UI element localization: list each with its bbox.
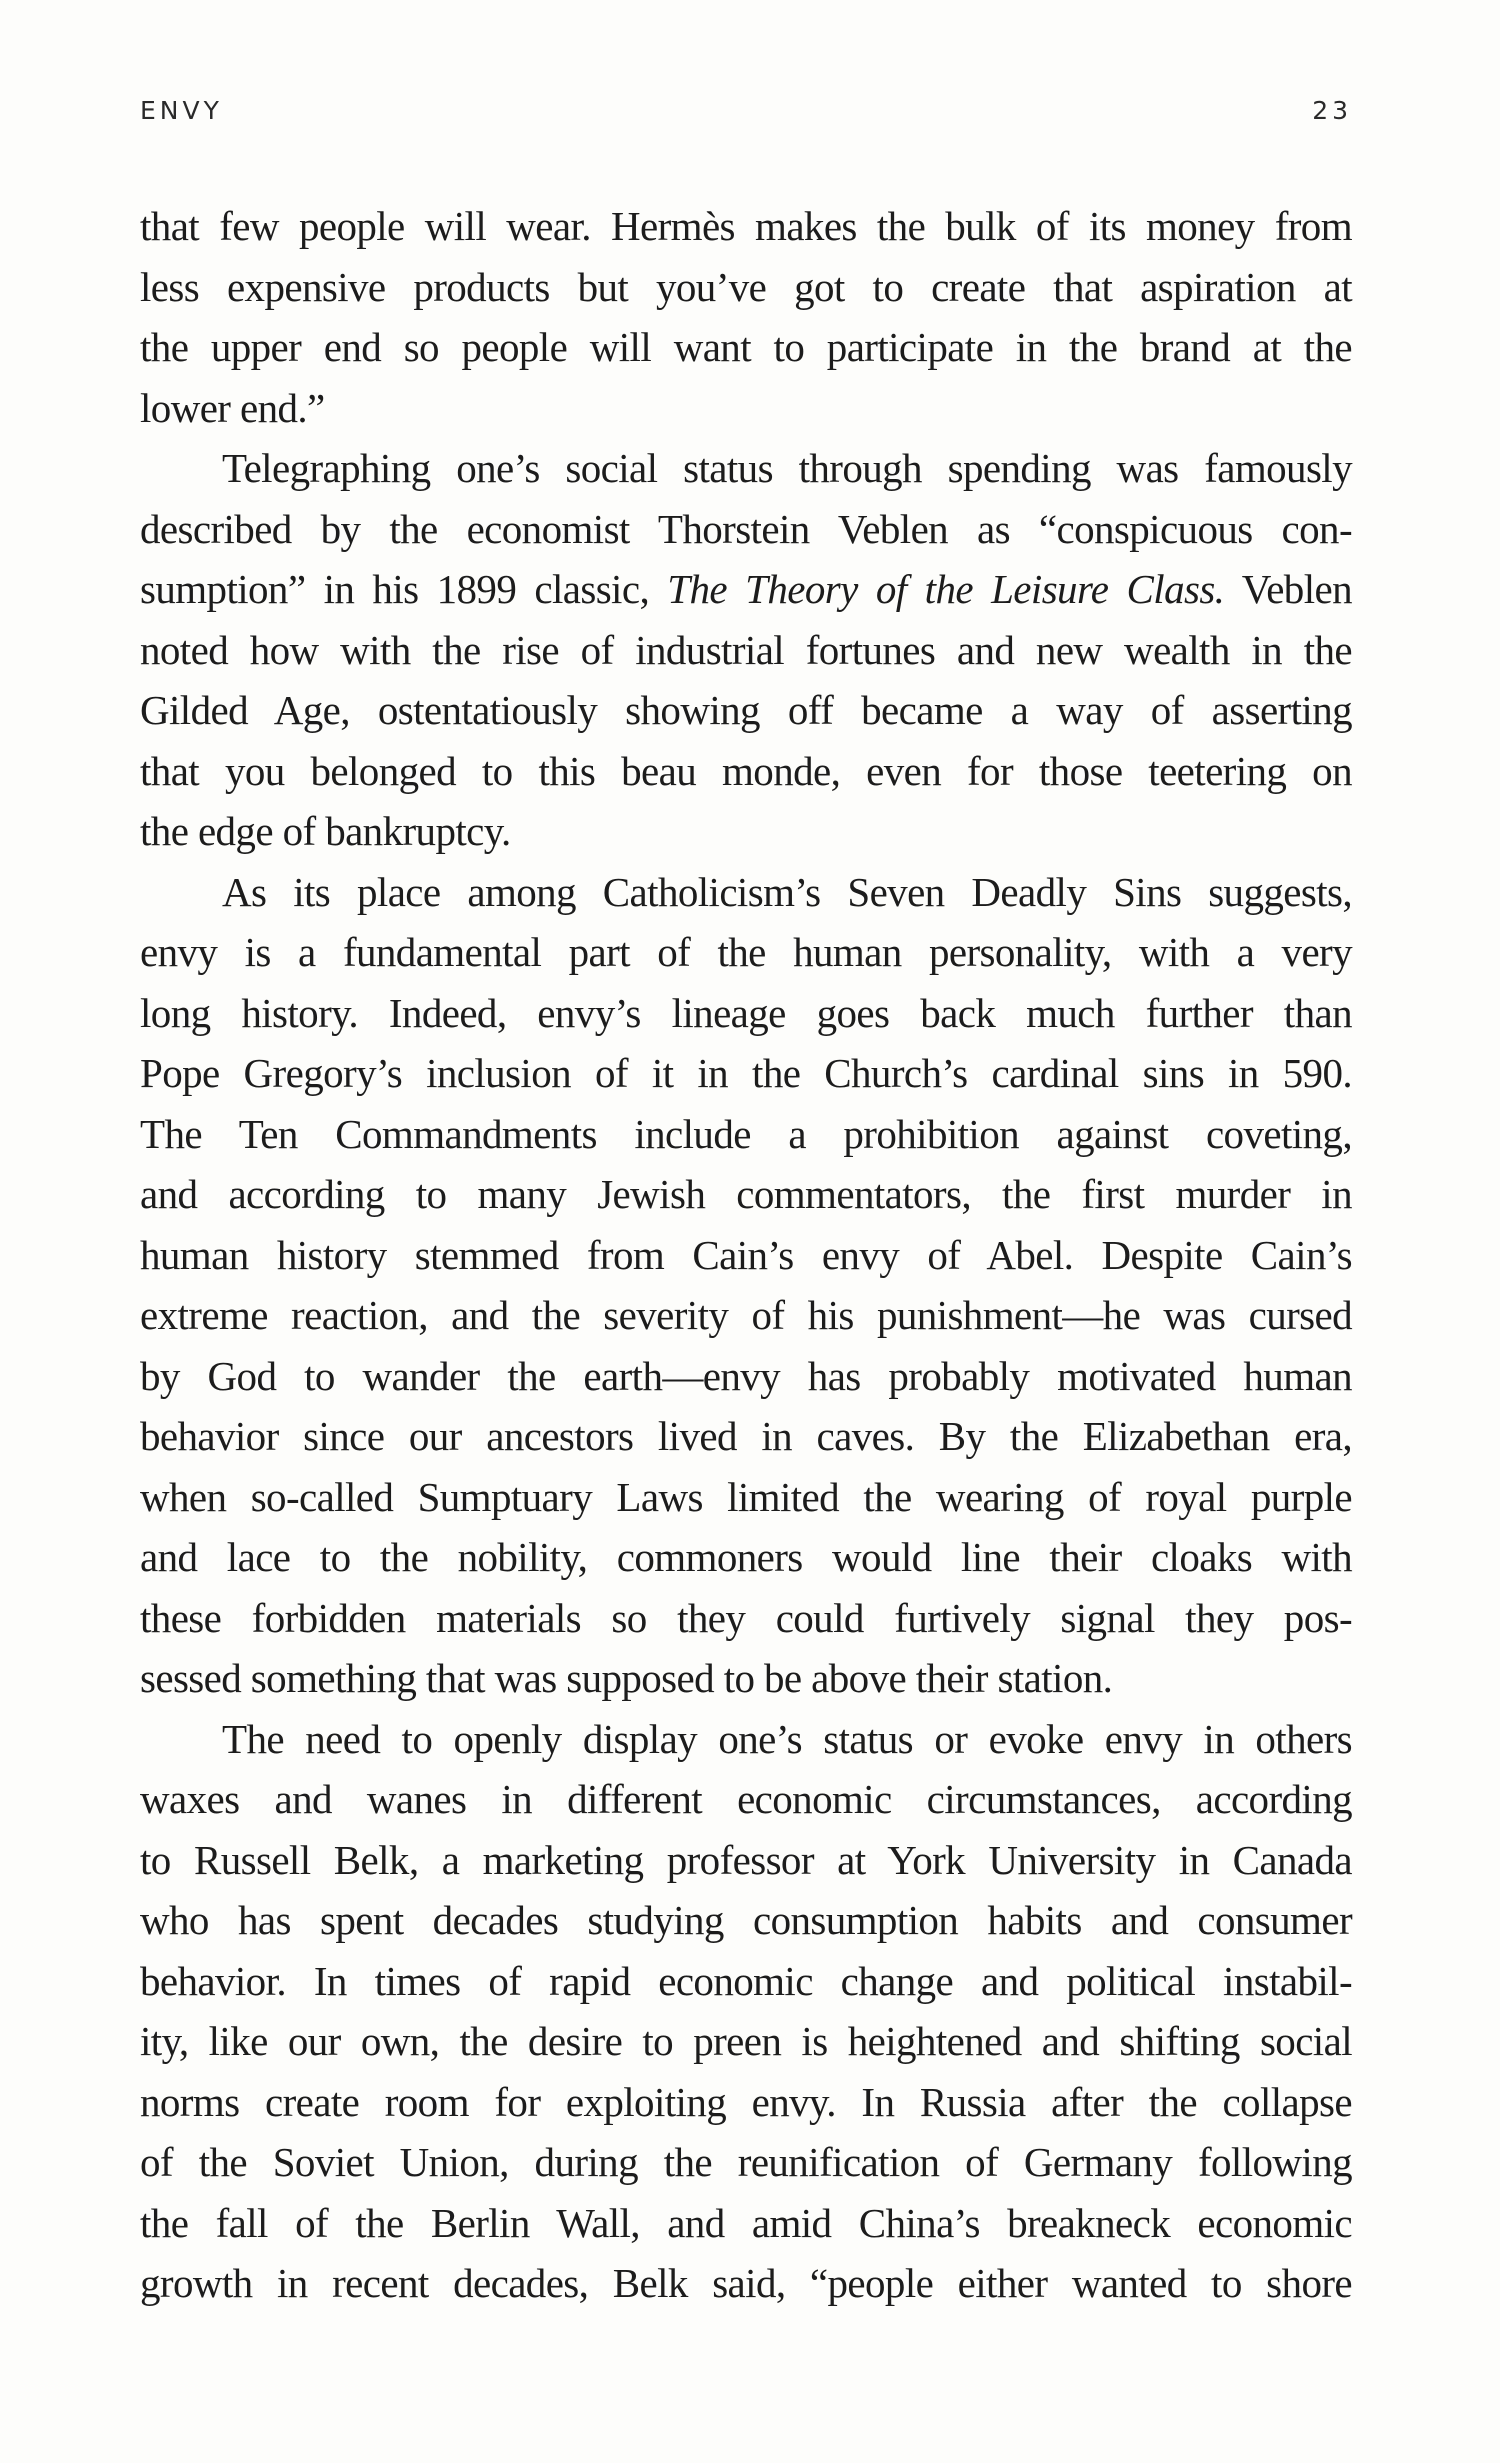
text-line: Gilded Age, ostentatiously showing off became a way of asserting	[140, 687, 1352, 733]
text-line: these forbidden materials so they could furtively signal they pos-	[140, 1594, 1352, 1641]
text-line: the edge of bankruptcy.	[140, 808, 511, 854]
text-line: The need to openly display one’s status or evoke envy in others	[222, 1715, 1352, 1762]
running-title: ENVY	[140, 96, 223, 125]
text-line: waxes and wanes in different economic circumstances, according	[140, 1776, 1352, 1822]
text-line: growth in recent decades, Belk said, “people either wanted to shore	[140, 2260, 1352, 2306]
text-line: and according to many Jewish commentators, the first murder in	[140, 1171, 1352, 1217]
text-line: when so-called Sumptuary Laws limited the wearing of royal purple	[140, 1473, 1352, 1520]
text-line: described by the economist Thorstein Veblen as “conspicuous con-	[140, 505, 1352, 552]
text-line: long history. Indeed, envy’s lineage goes back much further than	[140, 989, 1352, 1036]
text-line: Telegraphing one’s social status through spending was famously	[222, 445, 1352, 491]
text-line: sessed something that was supposed to be above their station.	[140, 1655, 1113, 1701]
text-line: that few people will wear. Hermès makes the bulk of its money from	[140, 203, 1352, 249]
book-title: The Theory of the Leisure Class.	[667, 566, 1225, 612]
paragraph	[140, 862, 1352, 1709]
text-line: behavior since our ancestors lived in caves. By the Elizabethan era,	[140, 1413, 1352, 1459]
text-line: human history stemmed from Cain’s envy of Abel. Despite Cain’s	[140, 1231, 1352, 1278]
text-line: and lace to the nobility, commoners would line their cloaks with	[140, 1534, 1352, 1580]
text-line: of the Soviet Union, during the reunification of Germany following	[140, 2139, 1352, 2185]
text-line: that you belonged to this beau monde, even for those teetering on	[140, 747, 1352, 794]
text-line: behavior. In times of rapid economic change and political instabil-	[140, 1957, 1352, 2004]
text-line: less expensive products but you’ve got to create that aspiration at	[140, 263, 1352, 310]
text-line: the upper end so people will want to participate in the brand at the	[140, 324, 1352, 370]
text-line: extreme reaction, and the severity of his punishment—he was cursed	[140, 1292, 1352, 1338]
text-line: ity, like our own, the desire to preen is heightened and shifting social	[140, 2018, 1352, 2064]
text-line: As its place among Catholicism’s Seven Deadly Sins suggests,	[222, 868, 1352, 915]
text-line: lower end.”	[140, 384, 325, 431]
page-number: 23	[1312, 96, 1352, 125]
text-line: The Ten Commandments include a prohibition against coveting,	[140, 1110, 1352, 1157]
body-text	[140, 196, 1352, 2314]
text-line: to Russell Belk, a marketing professor at York University in Canada	[140, 1836, 1352, 1883]
text-line: by God to wander the earth—envy has probably motivated human	[140, 1352, 1352, 1399]
text-line: envy is a fundamental part of the human personality, with a very	[140, 929, 1352, 975]
paragraph	[140, 1709, 1352, 2314]
text-line: Pope Gregory’s inclusion of it in the Church’s cardinal sins in 590.	[140, 1050, 1352, 1096]
running-head	[140, 96, 1352, 125]
paragraph	[140, 438, 1352, 862]
text-line: norms create room for exploiting envy. In Russia after the collapse	[140, 2078, 1352, 2125]
text-line: who has spent decades studying consumption habits and consumer	[140, 1897, 1352, 1943]
paragraph	[140, 196, 1352, 438]
text-line-with-book-title: sumption” in his 1899 classic, The Theory of the Leisure Class. Veblen	[140, 566, 1352, 612]
text-line: the fall of the Berlin Wall, and amid China’s breakneck economic	[140, 2199, 1352, 2246]
text-line: noted how with the rise of industrial fortunes and new wealth in the	[140, 626, 1352, 673]
